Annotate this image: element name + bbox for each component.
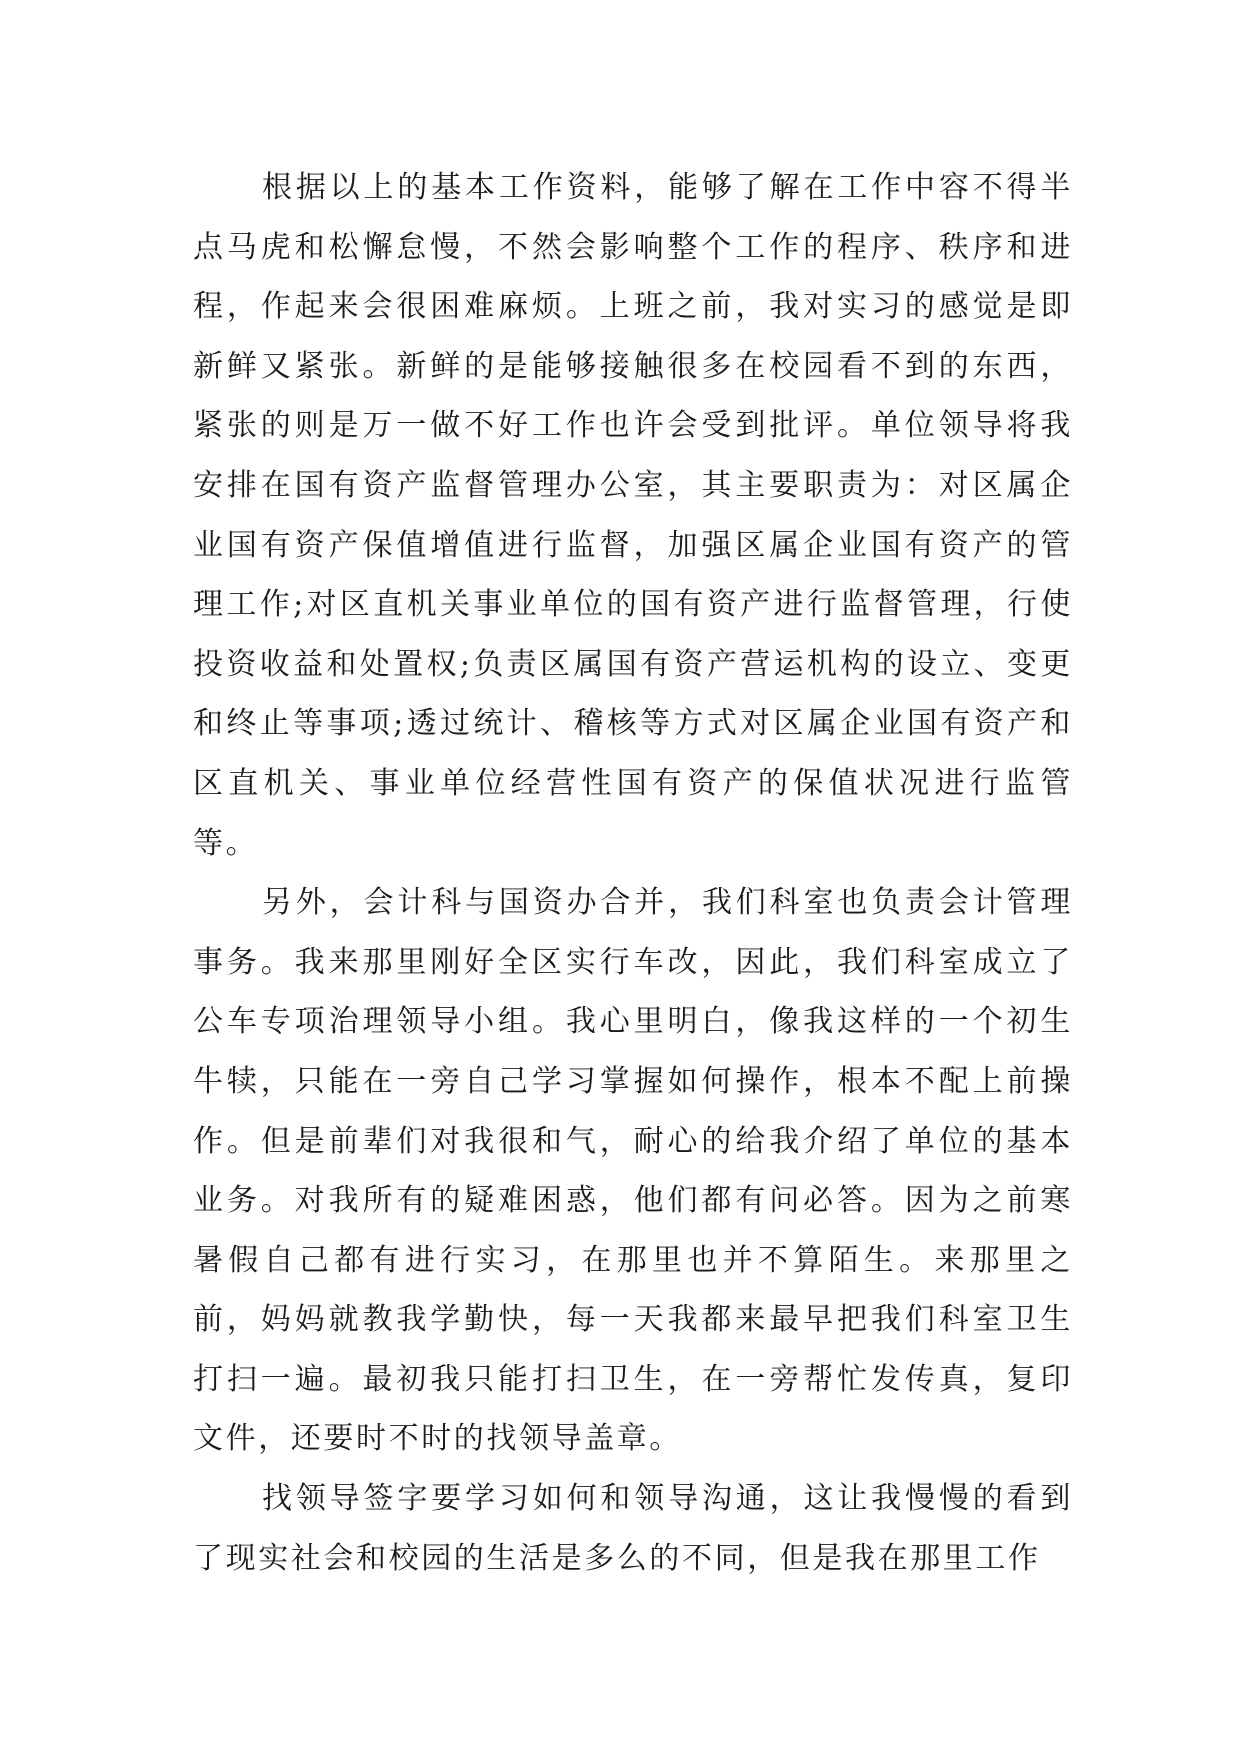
paragraph-3: 找领导签字要学习如何和领导沟通，这让我慢慢的看到了现实社会和校园的生活是多么的不同，但是我在那里工作 — [193, 1481, 1073, 1576]
document-body — [193, 158, 1073, 1588]
paragraph-2: 另外，会计科与国资办合并，我们科室也负责会计管理事务。我来那里刚好全区实行车改，因此，我们科室成立了公车专项治理领导小组。我心里明白，像我这样的一个初生牛犊，只能在一旁自己学习掌握如何操作，根本不配上前操作。但是前辈们对我很和气，耐心的给我介绍了单位的基本业务。对我所有的疑难困惑，他们都有问必答。因为之前寒暑假自己都有进行实习，在那里也并不算陌生。来那里之前，妈妈就教我学勤快，每一天我都来最早把我们科室卫生打扫一遍。最初我只能打扫卫生，在一旁帮忙发传真，复印文件，还要时不时的找领导盖章。 — [193, 885, 1073, 1457]
paragraph-1: 根据以上的基本工作资料，能够了解在工作中容不得半点马虎和松懈怠慢，不然会影响整个工作的程序、秩序和进程，作起来会很困难麻烦。上班之前，我对实习的感觉是即新鲜又紧张。新鲜的是能够接触很多在校园看不到的东西，紧张的则是万一做不好工作也许会受到批评。单位领导将我安排在国有资产监督管理办公室，其主要职责为：对区属企业国有资产保值增值进行监督，加强区属企业国有资产的管理工作;对区直机关事业单位的国有资产进行监督管理，行使投资收益和处置权;负责区属国有资产营运机构的设立、变更和终止等事项;透过统计、稽核等方式对区属企业国有资产和区直机关、事业单位经营性国有资产的保值状况进行监管等。 — [193, 170, 1073, 861]
